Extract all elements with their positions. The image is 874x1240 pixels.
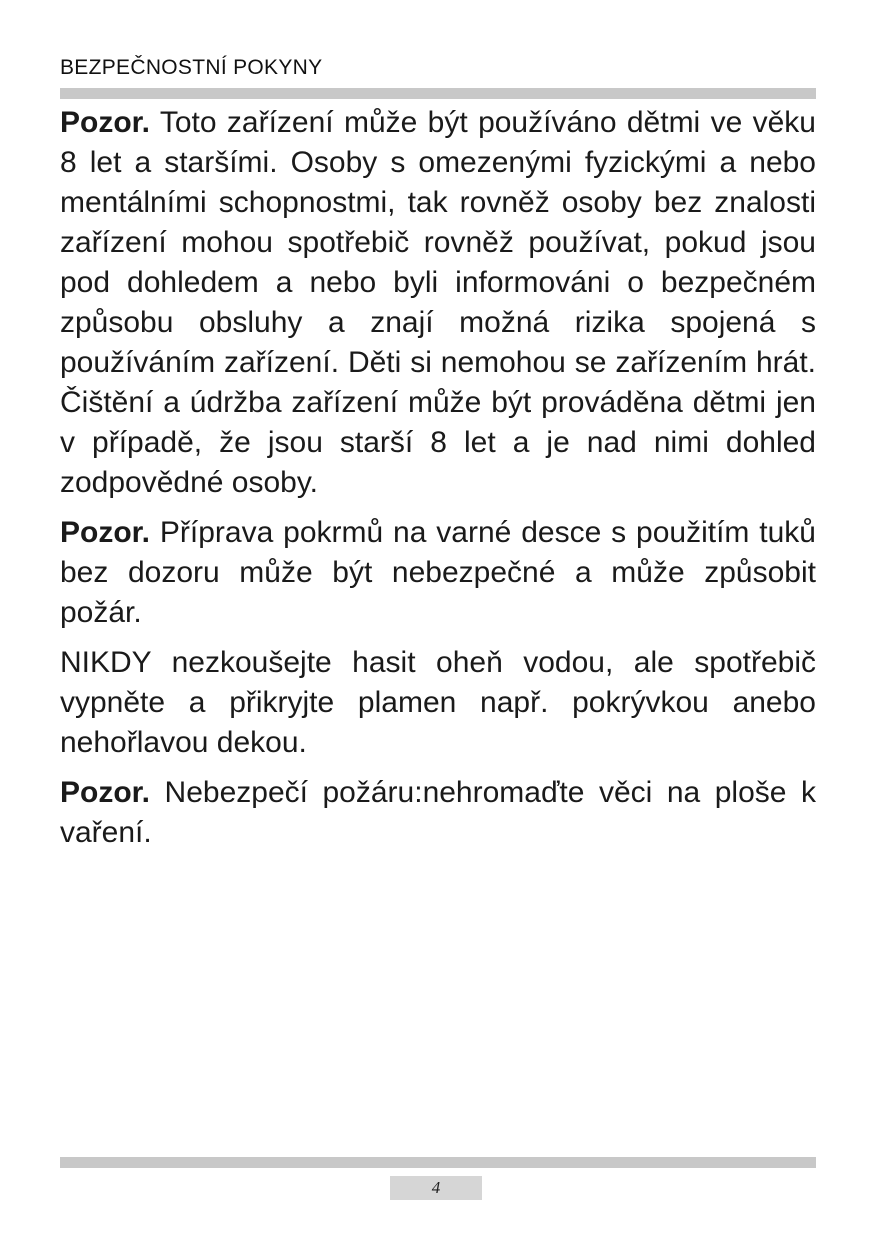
paragraph-text: Příprava pokrmů na varné desce s použitím tuků bez dozoru může být nebezpečné a může způsobit požár. [60,516,816,629]
header-rule [60,88,816,99]
footer-rule [60,1157,816,1168]
paragraph-text: Nebezpečí požáru:nehromaďte věci na ploše k vaření. [60,776,816,849]
paragraph-fire-water [60,643,816,763]
warning-lead: Pozor. [60,776,151,809]
paragraph-fire-hazard [60,773,816,853]
section-title: BEZPEČNOSTNÍ POKYNY [60,56,323,79]
paragraph-text: NIKDY nezkoušejte hasit oheň vodou, ale spotřebič vypněte a přikryjte plamen např. pokrývkou anebo nehořlavou dekou. [60,646,816,759]
safety-content [60,103,816,863]
paragraph-child-usage [60,103,816,503]
warning-lead: Pozor. [60,516,151,549]
paragraph-cooking-fat [60,513,816,633]
warning-lead: Pozor. [60,106,151,139]
page-number: 4 [390,1176,482,1200]
paragraph-text: Toto zařízení může být používáno dětmi ve věku 8 let a staršími. Osoby s omezenými fyzickými a nebo mentálními schopnostmi, tak rovněž osoby bez znalosti zařízení mohou spotřebič rovněž používat, pokud jsou pod dohledem a nebo byli informováni o bezpečném způsobu obsluhy a znají možná rizika spojená s používáním zařízení. Děti si nemohou se zařízením hrát. Čištění a údržba zařízení může být prováděna dětmi jen v případě, že jsou starší 8 let a je nad nimi dohled zodpovědné osoby. [60,106,816,499]
